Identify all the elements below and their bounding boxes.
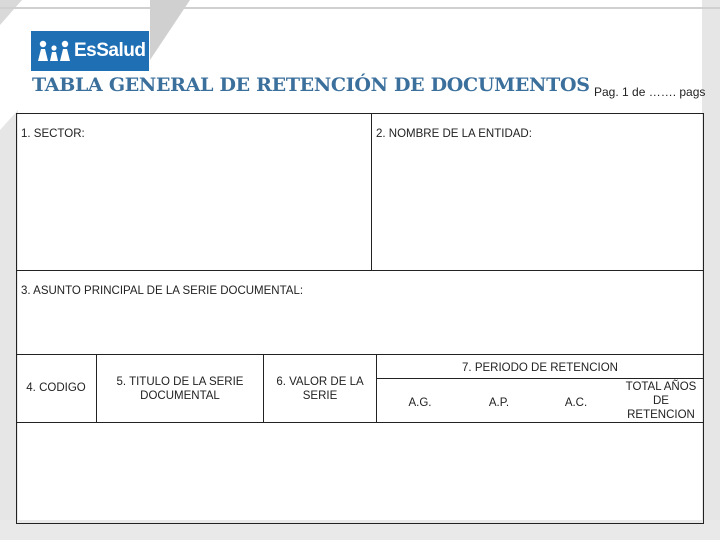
asunto-box[interactable] — [16, 270, 704, 355]
ag-header: A.G. — [408, 397, 432, 409]
valor-header: 6. VALOR DE LA SERIE — [276, 376, 364, 402]
col-divider-2 — [263, 354, 264, 422]
codigo-header: 4. CODIGO — [26, 382, 86, 394]
sector-label: 1. SECTOR: — [21, 128, 85, 140]
titulo-header: 5. TITULO DE LA SERIE DOCUMENTAL — [116, 376, 244, 402]
page-title: TABLA GENERAL DE RETENCIÓN DE DOCUMENTOS — [32, 74, 590, 96]
essalud-logo — [31, 31, 149, 71]
periodo-header: 7. PERIODO DE RETENCION — [462, 362, 618, 374]
family-icon — [37, 39, 71, 63]
total-header: TOTAL AÑOS DE RETENCION — [625, 381, 697, 421]
page-indicator: Pag. 1 de ……. pags — [594, 85, 706, 99]
entidad-label: 2. NOMBRE DE LA ENTIDAD: — [376, 128, 532, 140]
logo-text: EsSalud — [74, 40, 146, 61]
periodo-divider — [376, 378, 704, 379]
ap-header: A.P. — [488, 397, 510, 409]
asunto-label: 3. ASUNTO PRINCIPAL DE LA SERIE DOCUMENTAL: — [21, 285, 304, 297]
table-header-bottom — [16, 422, 704, 423]
ac-header: A.C. — [564, 397, 588, 409]
col-divider-1 — [96, 354, 97, 422]
